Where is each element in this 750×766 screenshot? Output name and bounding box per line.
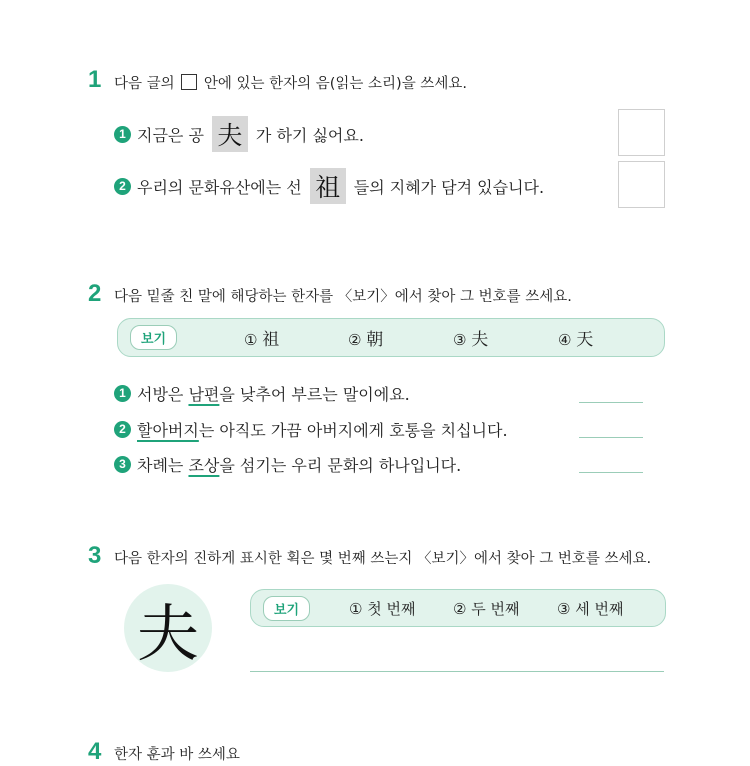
hanja-stroke-character: 夫 — [136, 596, 199, 670]
hanja-stroke-circle — [124, 584, 212, 672]
question-1-number: 1 — [88, 66, 102, 93]
question-3-instruction: 다음 한자의 진하게 표시한 획은 몇 번째 쓰는지 〈보기〉에서 찾아 그 번호를 쓰세요. — [114, 551, 652, 567]
item-number-badge: 2 — [114, 421, 131, 438]
item-number-badge: 3 — [114, 456, 131, 473]
question-4-instruction: 한자 훈과 바 쓰세요 — [114, 747, 240, 763]
answer-box-2[interactable] — [618, 161, 665, 208]
question-1-instruction-end: 안에 있는 한자의 음(읽는 소리)을 쓰세요. — [203, 76, 467, 92]
underlined-word: 할아버지 — [137, 420, 199, 440]
option-4: ④ 天 — [558, 330, 594, 350]
question-2-item-1 — [114, 381, 410, 405]
answer-blank-1[interactable] — [579, 402, 643, 403]
bogi-options-box — [117, 318, 665, 357]
question-2-item-2 — [114, 417, 508, 441]
hanja-highlight: 夫 — [212, 116, 248, 152]
item-text-before: 차례는 — [137, 455, 189, 475]
question-2-instruction: 다음 밑줄 친 말에 해당하는 한자를 〈보기〉에서 찾아 그 번호를 쓰세요. — [114, 289, 572, 305]
item-text-before: 지금은 공 — [137, 125, 204, 145]
bogi-label: 보기 — [130, 325, 177, 350]
question-4-number: 4 — [88, 738, 102, 765]
question-1-item-1 — [114, 114, 364, 154]
item-number-badge: 1 — [114, 126, 131, 143]
question-2-item-3 — [114, 452, 461, 476]
underlined-word: 남편 — [188, 384, 220, 404]
item-text-after: 들의 지혜가 담겨 있습니다. — [353, 177, 545, 197]
option-2: ② 두 번째 — [453, 599, 520, 618]
question-1-instruction — [114, 72, 467, 93]
option-1: ① 祖 — [244, 330, 280, 350]
question-1-instruction-start: 다음 글의 — [114, 76, 175, 92]
answer-blank-2[interactable] — [579, 437, 643, 438]
item-text-after: 을 섬기는 우리 문화의 하나입니다. — [219, 455, 462, 475]
hanja-highlight: 祖 — [310, 168, 346, 204]
item-text-after: 는 아직도 가끔 아버지에게 호통을 치십니다. — [198, 420, 508, 440]
question-3-number: 3 — [88, 542, 102, 569]
item-text-before: 서방은 — [137, 384, 189, 404]
answer-line-3[interactable] — [250, 671, 664, 672]
answer-box-1[interactable] — [618, 109, 665, 156]
bogi-label: 보기 — [263, 596, 310, 621]
bogi-options-box-3 — [250, 589, 666, 627]
option-3: ③ 세 번째 — [557, 599, 624, 618]
item-text-before: 우리의 문화유산에는 선 — [137, 177, 302, 197]
answer-blank-3[interactable] — [579, 472, 643, 473]
item-text-after: 가 하기 싫어요. — [255, 125, 364, 145]
question-1-item-2 — [114, 166, 544, 206]
item-text-after: 을 낮추어 부르는 말이에요. — [219, 384, 410, 404]
option-2: ② 朝 — [348, 330, 384, 350]
item-number-badge: 2 — [114, 178, 131, 195]
item-number-badge: 1 — [114, 385, 131, 402]
option-1: ① 첫 번째 — [349, 599, 416, 618]
option-3: ③ 夫 — [453, 330, 489, 350]
underlined-word: 조상 — [188, 455, 220, 475]
empty-square-icon — [181, 74, 197, 90]
question-2-number: 2 — [88, 280, 102, 307]
